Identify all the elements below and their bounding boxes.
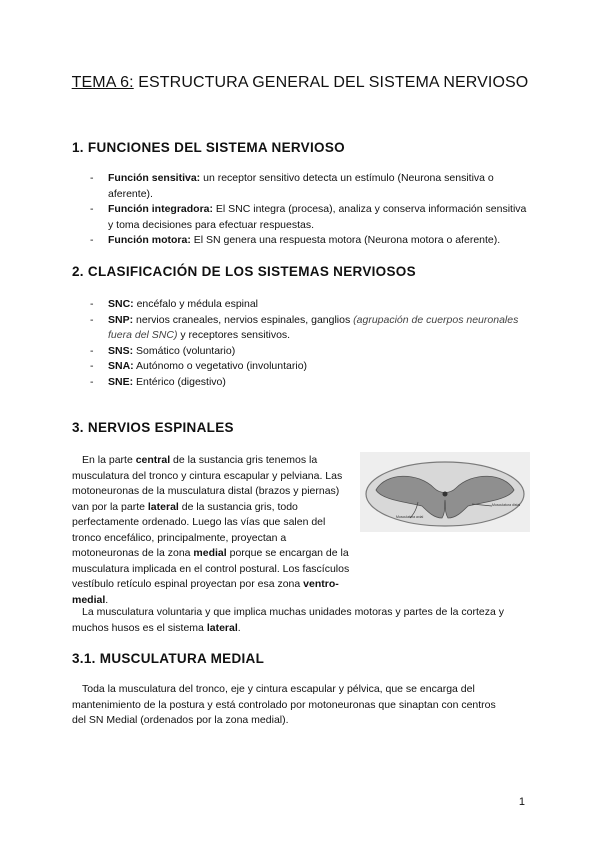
section1-heading: 1. FUNCIONES DEL SISTEMA NERVIOSO (72, 140, 345, 155)
section31-heading: 3.1. MUSCULATURA MEDIAL (72, 651, 265, 666)
title-rest: ESTRUCTURA GENERAL DEL SISTEMA NERVIOSO (133, 74, 529, 91)
list-item: - Función sensitiva: un receptor sensitivo detecta un estímulo (Neurona sensitiva o aferente). (90, 171, 530, 202)
figure-label-axial: Musculatura axial (396, 515, 424, 519)
list-item: - Función integradora: El SNC integra (procesa), analiza y conserva información sensitiva y toma decisiones para efectuar respuestas. (90, 202, 530, 233)
page-number: 1 (518, 796, 525, 808)
section1-list (90, 171, 530, 249)
list-item: - SNA: Autónomo o vegetativo (involuntario) (90, 359, 530, 375)
figure-label-distal: Musculatura distal (492, 503, 521, 507)
section3-heading: 3. NERVIOS ESPINALES (72, 420, 234, 435)
section2-heading: 2. CLASIFICACIÓN DE LOS SISTEMAS NERVIOSOS (72, 264, 416, 279)
section3-paragraph1: En la parte central de la sustancia gris tenemos la musculatura del tronco y cintura escapular y pelviana. Las motoneuronas de la musculatura distal (brazos y piernas) van por la parte lateral de la sustancia gris, todo perfectamente ordenado. Luego las vías que salen del tronco encefálico, principalmente, proyectan a motoneuronas de la zona medial porque se encargan de la musculatura implicada en el control postural. Los fascículos vestíbulo retículo espinal proyectan por esa zona ventro-medial. (72, 454, 350, 606)
list-item: - Función motora: El SN genera una respuesta motora (Neurona motora o aferente). (90, 233, 530, 249)
section2-list (90, 297, 530, 390)
section3-paragraph2: La musculatura voluntaria y que implica muchas unidades motoras y partes de la corteza y muchos husos es el sistema lateral. (72, 606, 504, 634)
list-item: - SNE: Entérico (digestivo) (90, 375, 530, 391)
list-item: - SNS: Somático (voluntario) (90, 344, 530, 360)
list-item: - SNP: nervios craneales, nervios espinales, ganglios (agrupación de cuerpos neuronales fuera del SNC) y receptores sensitivos. (90, 313, 530, 344)
section31-paragraph: Toda la musculatura del tronco, eje y cintura escapular y pélvica, que se encarga del mantenimiento de la postura y está controlado por motoneuronas que sinaptan con centros del SN Medial (ordenados por la zona medial). (72, 683, 496, 726)
page-title (60, 72, 540, 94)
spinal-cord-figure (360, 452, 530, 532)
title-prefix: TEMA 6: (71, 74, 134, 91)
list-item: - SNC: encéfalo y médula espinal (90, 297, 530, 313)
